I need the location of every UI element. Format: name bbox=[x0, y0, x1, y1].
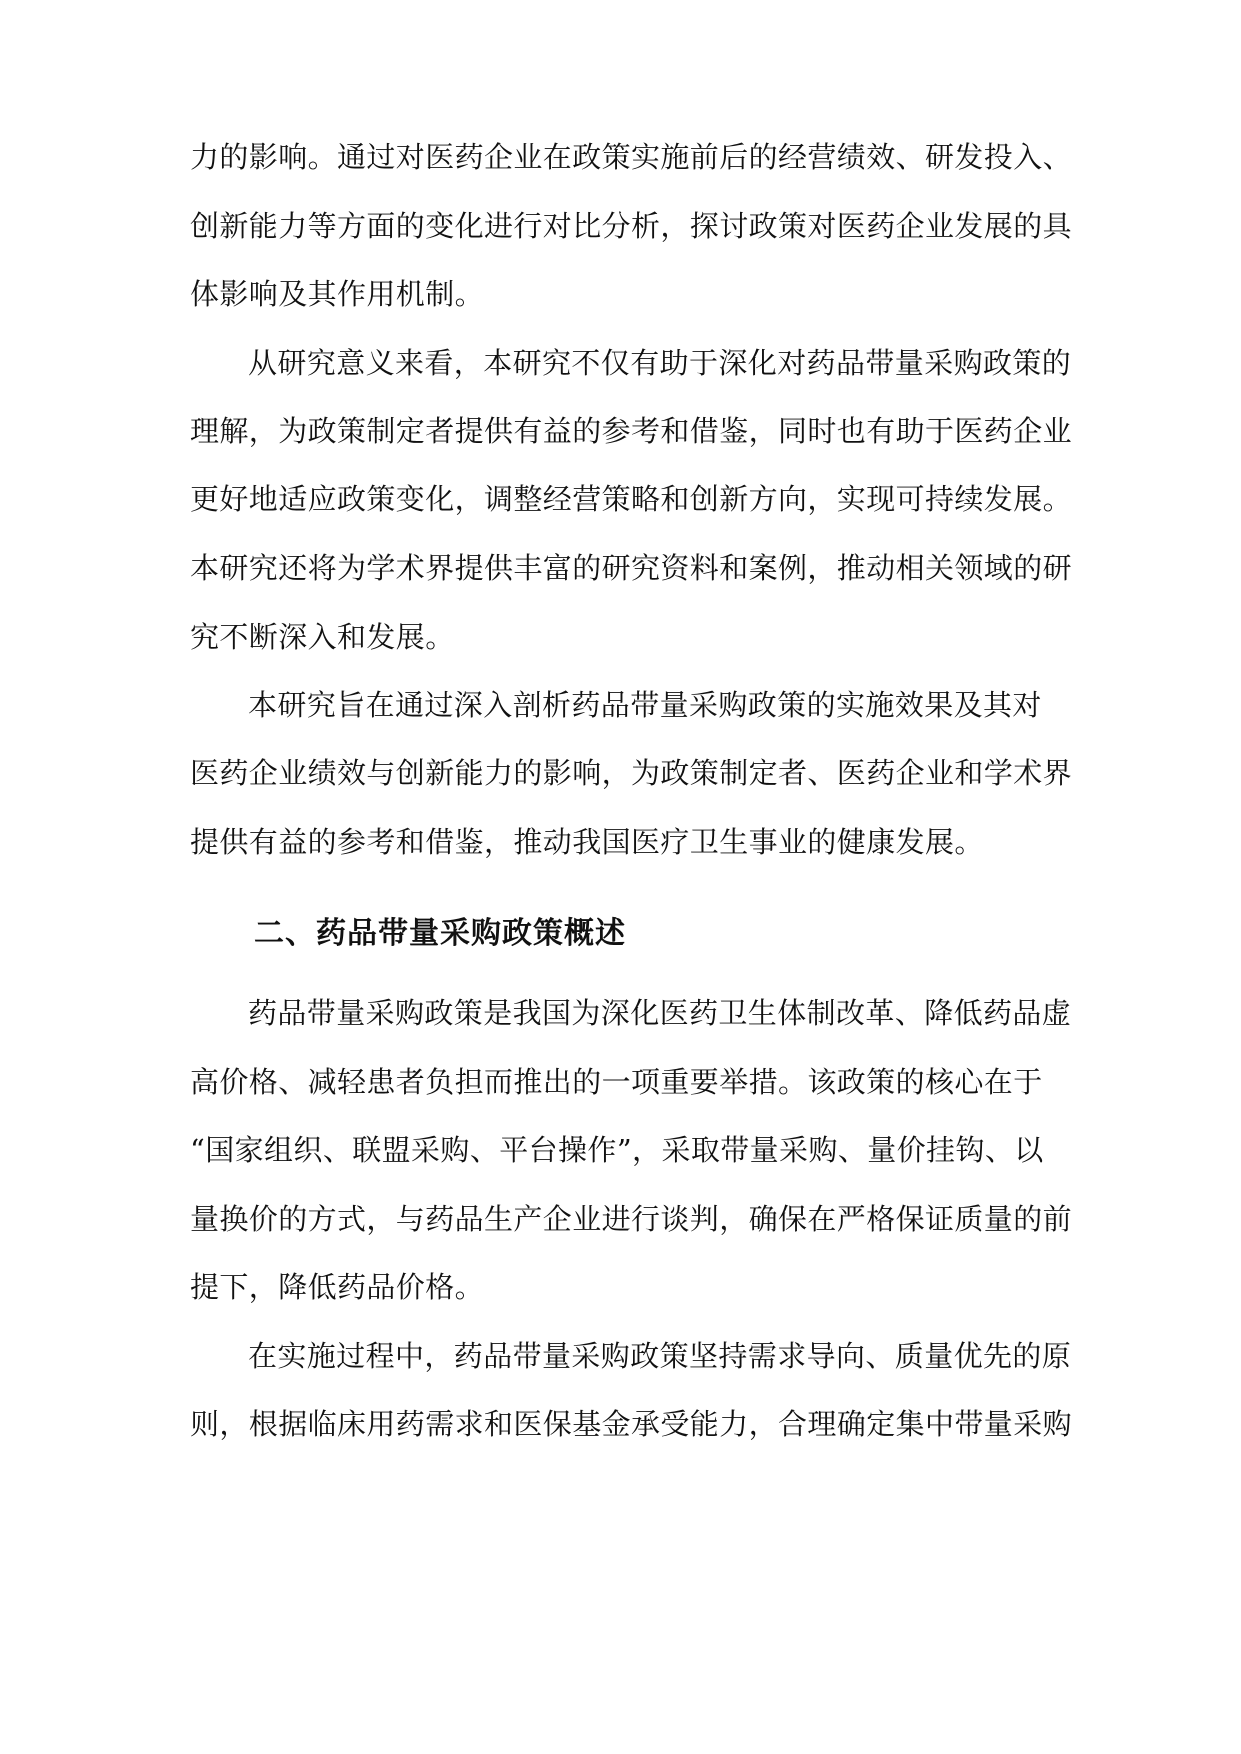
paragraph-5-line-1: 在实施过程中，药品带量采购政策坚持需求导向、质量优先的原 bbox=[248, 1339, 1072, 1373]
paragraph-3-line-3: 提供有益的参考和借鉴，推动我国医疗卫生事业的健康发展。 bbox=[190, 825, 984, 859]
paragraph-1-line-3: 体影响及其作用机制。 bbox=[190, 277, 485, 311]
paragraph-2-line-2: 理解，为政策制定者提供有益的参考和借鉴，同时也有助于医药企业 bbox=[190, 414, 1073, 448]
paragraph-4-line-3: “国家组织、联盟采购、平台操作”，采取带量采购、量价挂钩、以 bbox=[190, 1133, 1044, 1167]
paragraph-2-line-1: 从研究意义来看，本研究不仅有助于深化对药品带量采购政策的 bbox=[248, 346, 1072, 380]
paragraph-3-line-2: 医药企业绩效与创新能力的影响，为政策制定者、医药企业和学术界 bbox=[190, 756, 1073, 790]
paragraph-2-line-4: 本研究还将为学术界提供丰富的研究资料和案例，推动相关领域的研 bbox=[190, 551, 1073, 585]
paragraph-2-line-5: 究不断深入和发展。 bbox=[190, 620, 455, 654]
paragraph-2-line-3: 更好地适应政策变化，调整经营策略和创新方向，实现可持续发展。 bbox=[190, 482, 1073, 516]
paragraph-5-line-2: 则，根据临床用药需求和医保基金承受能力，合理确定集中带量采购 bbox=[190, 1407, 1073, 1441]
paragraph-1-line-1: 力的影响。通过对医药企业在政策实施前后的经营绩效、研发投入、 bbox=[190, 140, 1073, 174]
paragraph-4-line-2: 高价格、减轻患者负担而推出的一项重要举措。该政策的核心在于 bbox=[190, 1065, 1043, 1099]
section-heading: 二、药品带量采购政策概述 bbox=[254, 916, 626, 951]
paragraph-3-line-1: 本研究旨在通过深入剖析药品带量采购政策的实施效果及其对 bbox=[248, 688, 1042, 722]
paragraph-1-line-2: 创新能力等方面的变化进行对比分析，探讨政策对医药企业发展的具 bbox=[190, 209, 1073, 243]
paragraph-4-line-5: 提下，降低药品价格。 bbox=[190, 1270, 485, 1304]
paragraph-4-line-4: 量换价的方式，与药品生产企业进行谈判，确保在严格保证质量的前 bbox=[190, 1202, 1073, 1236]
paragraph-4-line-1: 药品带量采购政策是我国为深化医药卫生体制改革、降低药品虚 bbox=[248, 996, 1072, 1030]
